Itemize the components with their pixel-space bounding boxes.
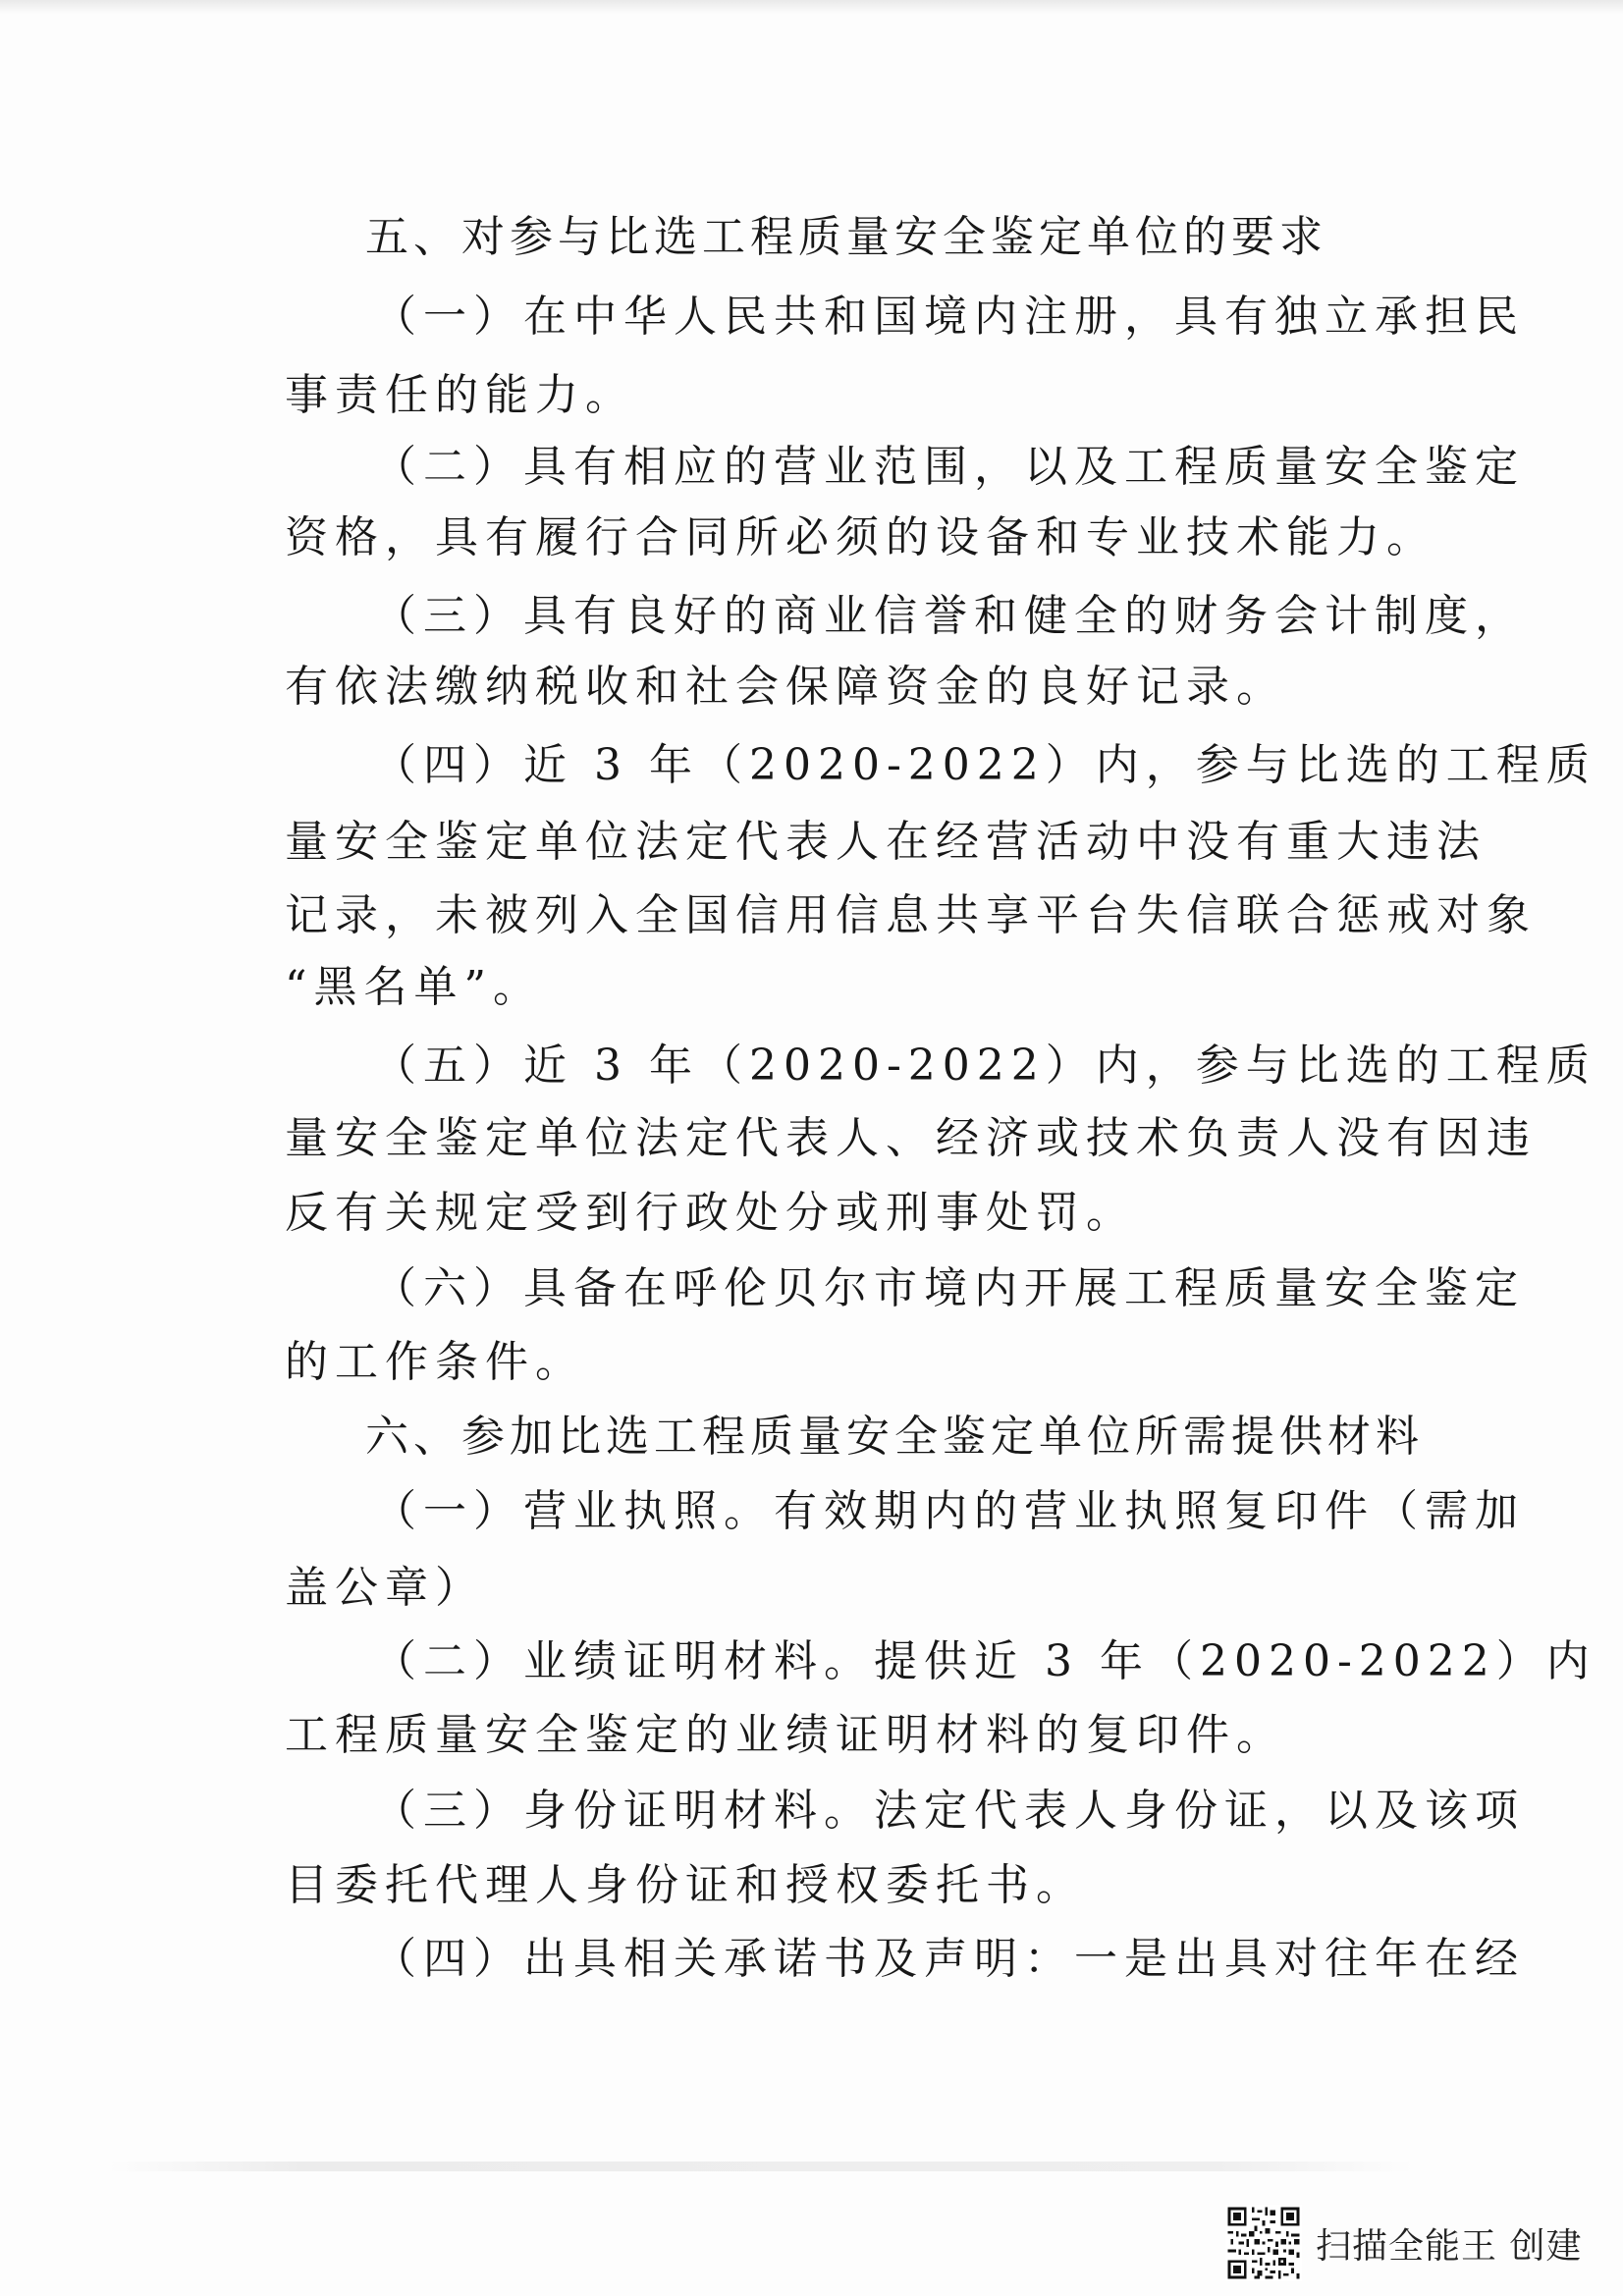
qr-code-icon (1225, 2205, 1302, 2281)
paragraph-line: 事责任的能力。 (285, 370, 635, 420)
watermark-text: 扫描全能王 创建 (1316, 2225, 1583, 2267)
paragraph-line: 有依法缴纳税收和社会保障资金的良好记录。 (285, 662, 1286, 712)
camscanner-watermark (1225, 2204, 1582, 2282)
section-heading-5: 五、对参与比选工程质量安全鉴定单位的要求 (365, 212, 1327, 262)
paragraph-line: 记录，未被列入全国信用信息共享平台失信联合惩戒对象 (285, 890, 1537, 940)
paragraph-line: 反有关规定受到行政处分或刑事处罚。 (285, 1188, 1136, 1238)
paragraph-line: （二）具有相应的营业范围，以及工程质量安全鉴定 (373, 442, 1525, 492)
paragraph-line: 量安全鉴定单位法定代表人、经济或技术负责人没有因违 (285, 1113, 1537, 1163)
paragraph-line: 盖公章） (285, 1563, 485, 1613)
paragraph-line: 目委托代理人身份证和授权委托书。 (285, 1860, 1086, 1910)
paragraph-line: （四）出具相关承诺书及声明：一是出具对往年在经 (373, 1934, 1525, 1984)
paragraph-line: （一）在中华人民共和国境内注册，具有独立承担民 (373, 292, 1525, 342)
paragraph-line: “黑名单”。 (285, 962, 543, 1012)
section-heading-6: 六、参加比选工程质量安全鉴定单位所需提供材料 (365, 1412, 1424, 1462)
paragraph-line: 量安全鉴定单位法定代表人在经营活动中没有重大违法 (285, 817, 1487, 867)
paragraph-line: （三）具有良好的商业信誉和健全的财务会计制度， (373, 591, 1525, 641)
paragraph-line: （二）业绩证明材料。提供近 3 年（2020-2022）内 (373, 1636, 1596, 1686)
paragraph-line: 工程质量安全鉴定的业绩证明材料的复印件。 (285, 1710, 1286, 1760)
scan-edge-shadow (0, 0, 1623, 14)
scan-edge-shadow (108, 2162, 1414, 2171)
paragraph-line: （五）近 3 年（2020-2022）内，参与比选的工程质 (373, 1041, 1596, 1091)
paragraph-line: 资格，具有履行合同所必须的设备和专业技术能力。 (285, 512, 1436, 562)
paragraph-line: 的工作条件。 (285, 1337, 585, 1387)
paragraph-line: （四）近 3 年（2020-2022）内，参与比选的工程质 (373, 740, 1596, 790)
paragraph-line: （三）身份证明材料。法定代表人身份证，以及该项 (373, 1786, 1525, 1836)
paragraph-line: （一）营业执照。有效期内的营业执照复印件（需加 (373, 1486, 1525, 1536)
paragraph-line: （六）具备在呼伦贝尔市境内开展工程质量安全鉴定 (373, 1263, 1525, 1313)
